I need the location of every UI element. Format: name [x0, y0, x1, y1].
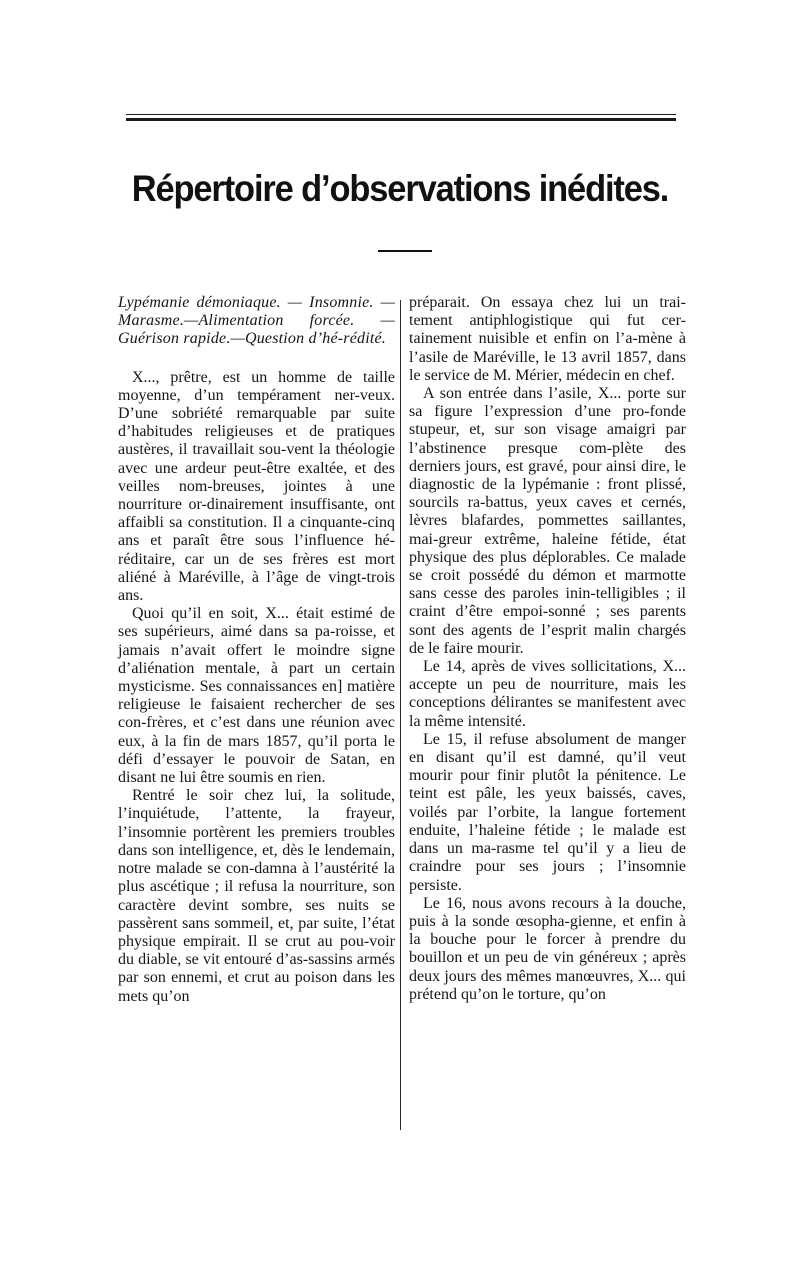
paragraph: Le 16, nous avons recours à la douche, puis à la sonde œsopha-gienne, et enfin à la bouche pour le forcer à prendre du bouillon et un peu de vin généreux ; après deux jours des mêmes manœuvres, X... qui prétend qu’on le torture, qu’on [409, 894, 686, 1003]
paragraph: Rentré le soir chez lui, la solitude, l’inquiétude, l’attente, la frayeur, l’insomnie portèrent les premiers troubles dans son intelligence, et, dès le lendemain, notre malade se con-damna à l’austérité la plus ascétique ; il refusa la nourriture, son caractère devint sombre, ses nuits se passèrent sans sommeil, et, par suite, l’état physique empirait. Il se crut au pou-voir du diable, se vit entouré d’as-sassins armés par son ennemi, et crut au poison dans les mets qu’on [118, 787, 395, 1005]
paragraph: Quoi qu’il en soit, X... était estimé de ses supérieurs, aimé dans sa pa-roisse, et jamais n’avait offert le moindre signe d’aliénation mentale, à part un certain mysticisme. Ses connaissances en] matière religieuse le faisaient rechercher de ses con-frères, et c’est dans une réunion avec eux, à la fin de mars 1857, qu’il porta le défi d’essayer le pouvoir de Satan, en disant ne lui être soumis en rien. [118, 605, 395, 787]
title-underline-rule [378, 250, 432, 252]
page-title: Répertoire d’observations inédites. [131, 168, 669, 209]
right-column [409, 294, 686, 1004]
column-divider [400, 300, 401, 1130]
paragraph: X..., prêtre, est un homme de taille moyenne, d’un tempérament ner-veux. D’une sobriété remarquable par suite d’habitudes religieuses et de pratiques austères, il travaillait sou-vent la théologie avec une ardeur peut-être exaltée, et des veilles nom-breuses, jointes à une nourriture or-dinairement insuffisante, ont affaibli sa constitution. Il a cinquante-cinq ans et paraît être sous l’influence hé-réditaire, car un de ses frères est mort aliéné à Maréville, à l’âge de vingt-trois ans. [118, 368, 395, 605]
case-subject-heading: Lypémanie démoniaque. — Insomnie. — Marasme.—Alimentation forcée. — Guérison rapide.—Question d’hé-rédité. [118, 294, 395, 348]
left-column [118, 294, 395, 1006]
paragraph: A son entrée dans l’asile, X... porte sur sa figure l’expression d’une pro-fonde stupeur, et, sur son visage amaigri par l’abstinence presque com-plète des derniers jours, est gravé, pour ainsi dire, le diagnostic de la lypémanie : front plissé, sourcils ra-battus, yeux caves et cernés, lèvres blafardes, pommettes saillantes, mai-greur extrême, haleine fétide, état physique des plus déplorables. Ce malade se croit possédé du démon et marmotte sans cesse des paroles inin-telligibles ; il craint d’être empoi-sonné ; ses parents sont des agents de l’esprit malin chargés de le faire mourir. [409, 385, 686, 657]
header-rule-thin [126, 114, 676, 115]
paragraph: Le 14, après de vives sollicitations, X... accepte un peu de nourriture, mais les conceptions délirantes se manifestent avec la même intensité. [409, 658, 686, 730]
paragraph: préparait. On essaya chez lui un trai-tement antiphlogistique qui fut cer-tainement nuisible et enfin on l’a-mène à l’asile de Maréville, le 13 avril 1857, dans le service de M. Mérier, médecin en chef. [409, 294, 686, 384]
paragraph: Le 15, il refuse absolument de manger en disant qu’il est damné, qu’il veut mourir pour finir plutôt la pénitence. Le teint est pâle, les yeux baissés, caves, voilés par l’orbite, la langue fortement enduite, l’haleine fétide ; le malade est dans un ma-rasme tel qu’il y a lieu de craindre pour ses jours ; l’insomnie persiste. [409, 730, 686, 894]
header-rule-thick [126, 118, 676, 121]
